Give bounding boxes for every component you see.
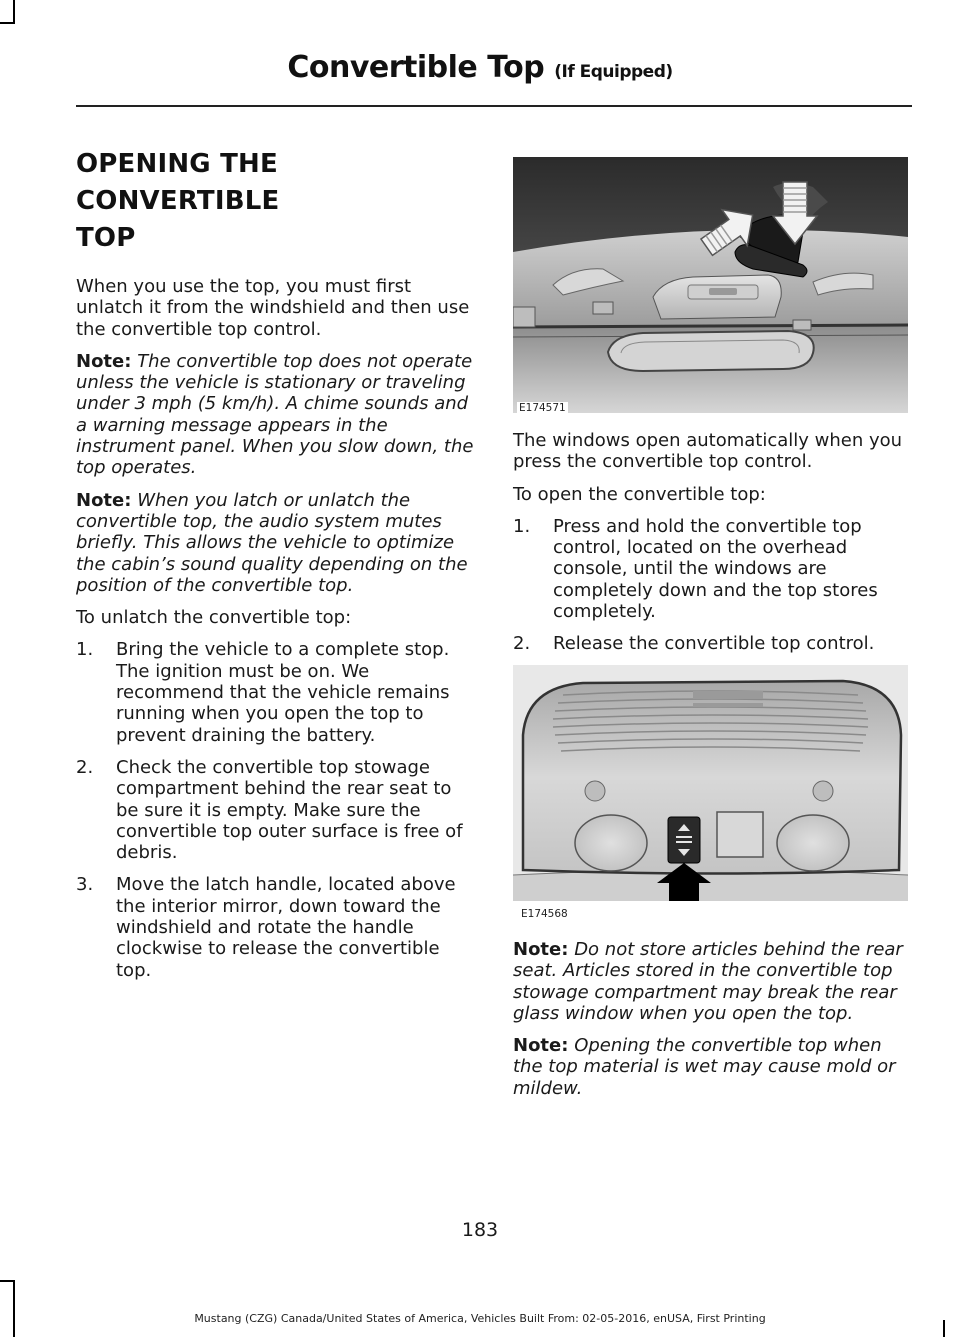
convertible-top-switch [668, 817, 700, 863]
note-1-label: Note: [76, 350, 132, 372]
crop-mark-top-left-h [0, 22, 15, 24]
note-3 [513, 939, 908, 1024]
note-1-text: The convertible top does not operate unless the vehicle is stationary or traveling under 3 mph (5 km/h). A chime sounds and a warning message appears in the instrument panel. When you slow down, the top operates. [76, 350, 474, 479]
crop-mark-top-left-v [13, 0, 15, 24]
left-column [76, 146, 478, 992]
section-heading [76, 146, 478, 257]
step-text: Press and hold the convertible top control, located on the overhead console, until the windows are completely down and the top stores completely. [553, 515, 878, 623]
note-3-text: Do not store articles behind the rear seat. Articles stored in the convertible top stowage compartment may break the rear glass window when you open the top. [513, 939, 903, 1024]
list-item [76, 757, 478, 863]
open-intro: To open the convertible top: [513, 483, 766, 505]
list-item [76, 639, 478, 745]
list-item [513, 633, 908, 654]
latch-handle-drawing [513, 157, 908, 413]
step-number: 3. [76, 874, 94, 896]
note-4-text: Opening the convertible top when the top material is wet may cause mold or mildew. [513, 1035, 896, 1099]
overhead-console-illustration [513, 665, 908, 923]
heading-line-1: OPENING THE CONVERTIBLE [76, 149, 280, 216]
notes-bottom [513, 939, 908, 1110]
step-text: Check the convertible top stowage compartment behind the rear seat to be sure it is empty. Make sure the convertible top outer surface is free of debris. [116, 756, 463, 864]
note-1 [76, 351, 478, 479]
crop-mark-bottom-left-v [13, 1280, 15, 1337]
figure-code: E174568 [521, 908, 568, 920]
page-number: 183 [461, 1219, 499, 1241]
page-header-title [0, 50, 960, 85]
footer-text: Mustang (CZG) Canada/United States of America, Vehicles Built From: 02-05-2016, enUSA, First Printing [194, 1312, 766, 1325]
figure-code: E174571 [519, 402, 566, 413]
crop-mark-bottom-left-h [0, 1280, 15, 1282]
note-4 [513, 1035, 908, 1099]
step-text: Move the latch handle, located above the interior mirror, down toward the windshield and rotate the handle clockwise to release the convertible top. [116, 874, 456, 981]
header-rule [76, 105, 912, 107]
overhead-console-drawing [513, 665, 908, 901]
unlatch-steps-list [76, 639, 478, 980]
step-number: 1. [76, 639, 94, 661]
open-steps-list [513, 516, 908, 655]
unlatch-intro: To unlatch the convertible top: [76, 607, 352, 629]
heading-line-2: TOP [76, 223, 136, 253]
latch-handle-illustration [513, 157, 908, 413]
intro-paragraph: When you use the top, you must first unlatch it from the windshield and then use the convertible top control. [76, 276, 470, 340]
step-number: 1. [513, 515, 531, 537]
note-2-label: Note: [76, 489, 132, 511]
list-item [76, 874, 478, 980]
note-2 [76, 490, 478, 596]
note-2-text: When you latch or unlatch the convertible top, the audio system mutes briefly. This allows the vehicle to optimize the cabin’s sound quality depending on the position of the convertible top. [76, 489, 468, 596]
windows-paragraph: The windows open automatically when you press the convertible top control. [513, 430, 903, 473]
step-text: Bring the vehicle to a complete stop. The ignition must be on. We recommend that the vehicle remains running when you open the top to prevent draining the battery. [116, 639, 450, 746]
step-number: 2. [76, 756, 94, 778]
note-4-label: Note: [513, 1035, 569, 1057]
header-subtitle: (If Equipped) [554, 62, 673, 82]
right-column [513, 430, 908, 666]
note-3-label: Note: [513, 939, 569, 960]
step-number: 2. [513, 633, 531, 655]
header-title-text: Convertible Top [287, 50, 545, 85]
step-text: Release the convertible top control. [553, 633, 875, 655]
list-item [513, 516, 908, 622]
